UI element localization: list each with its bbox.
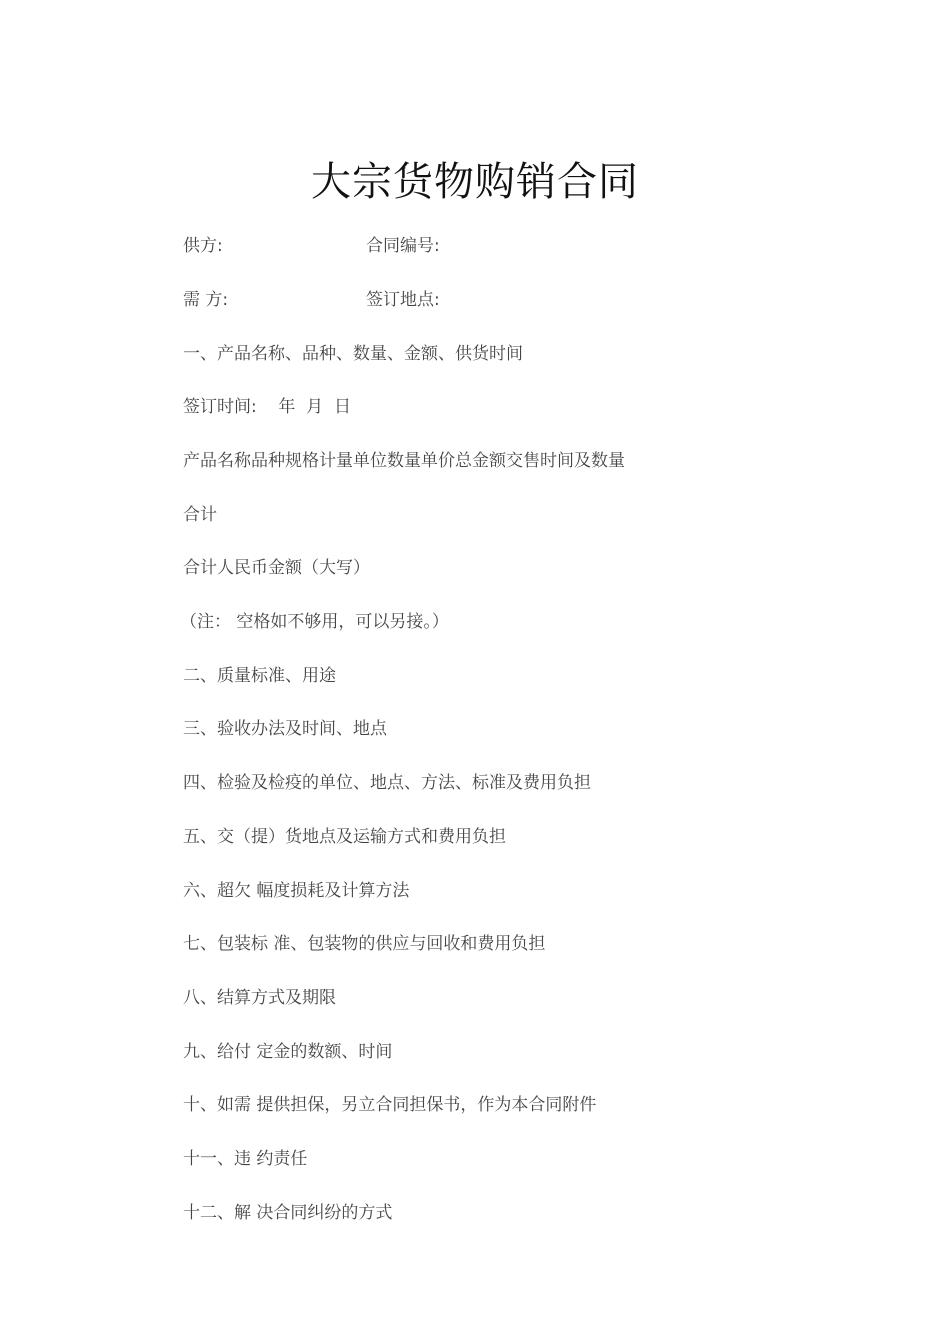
total-line: 合计 [183, 505, 217, 525]
section-9-heading: 九、给付 定金的数额、时间 [183, 1042, 393, 1062]
sign-place-label: 签订地点: [366, 290, 440, 310]
product-table-header: 产品名称品种规格计量单位数量单价总金额交售时间及数量 [183, 451, 625, 471]
section-4-heading: 四、检验及检疫的单位、地点、方法、标准及费用负担 [183, 773, 591, 793]
section-11-heading: 十一、违 约责任 [183, 1149, 308, 1169]
section-6-heading: 六、超欠 幅度损耗及计算方法 [183, 881, 410, 901]
total-rmb-line: 合计人民币金额（大写） [183, 558, 370, 578]
section-3-heading: 三、验收办法及时间、地点 [183, 719, 387, 739]
supplier-label: 供方: [183, 236, 223, 256]
section-12-heading: 十二、解 决合同纠纷的方式 [183, 1203, 393, 1223]
section-8-heading: 八、结算方式及期限 [183, 988, 336, 1008]
note-line: （注： 空格如不够用，可以另接。） [180, 612, 449, 632]
section-1-heading: 一、产品名称、品种、数量、金额、供货时间 [183, 344, 523, 364]
section-7-heading: 七、包装标 准、包装物的供应与回收和费用负担 [183, 934, 546, 954]
section-5-heading: 五、交（提）货地点及运输方式和费用负担 [183, 827, 506, 847]
buyer-label: 需 方: [183, 290, 229, 310]
sign-date-line: 签订时间: 年 月 日 [183, 397, 351, 417]
section-10-heading: 十、如需 提供担保，另立合同担保书，作为本合同附件 [183, 1095, 597, 1115]
document-title: 大宗货物购销合同 [311, 159, 639, 205]
contract-number-label: 合同编号: [366, 236, 440, 256]
section-2-heading: 二、质量标准、用途 [183, 666, 336, 686]
